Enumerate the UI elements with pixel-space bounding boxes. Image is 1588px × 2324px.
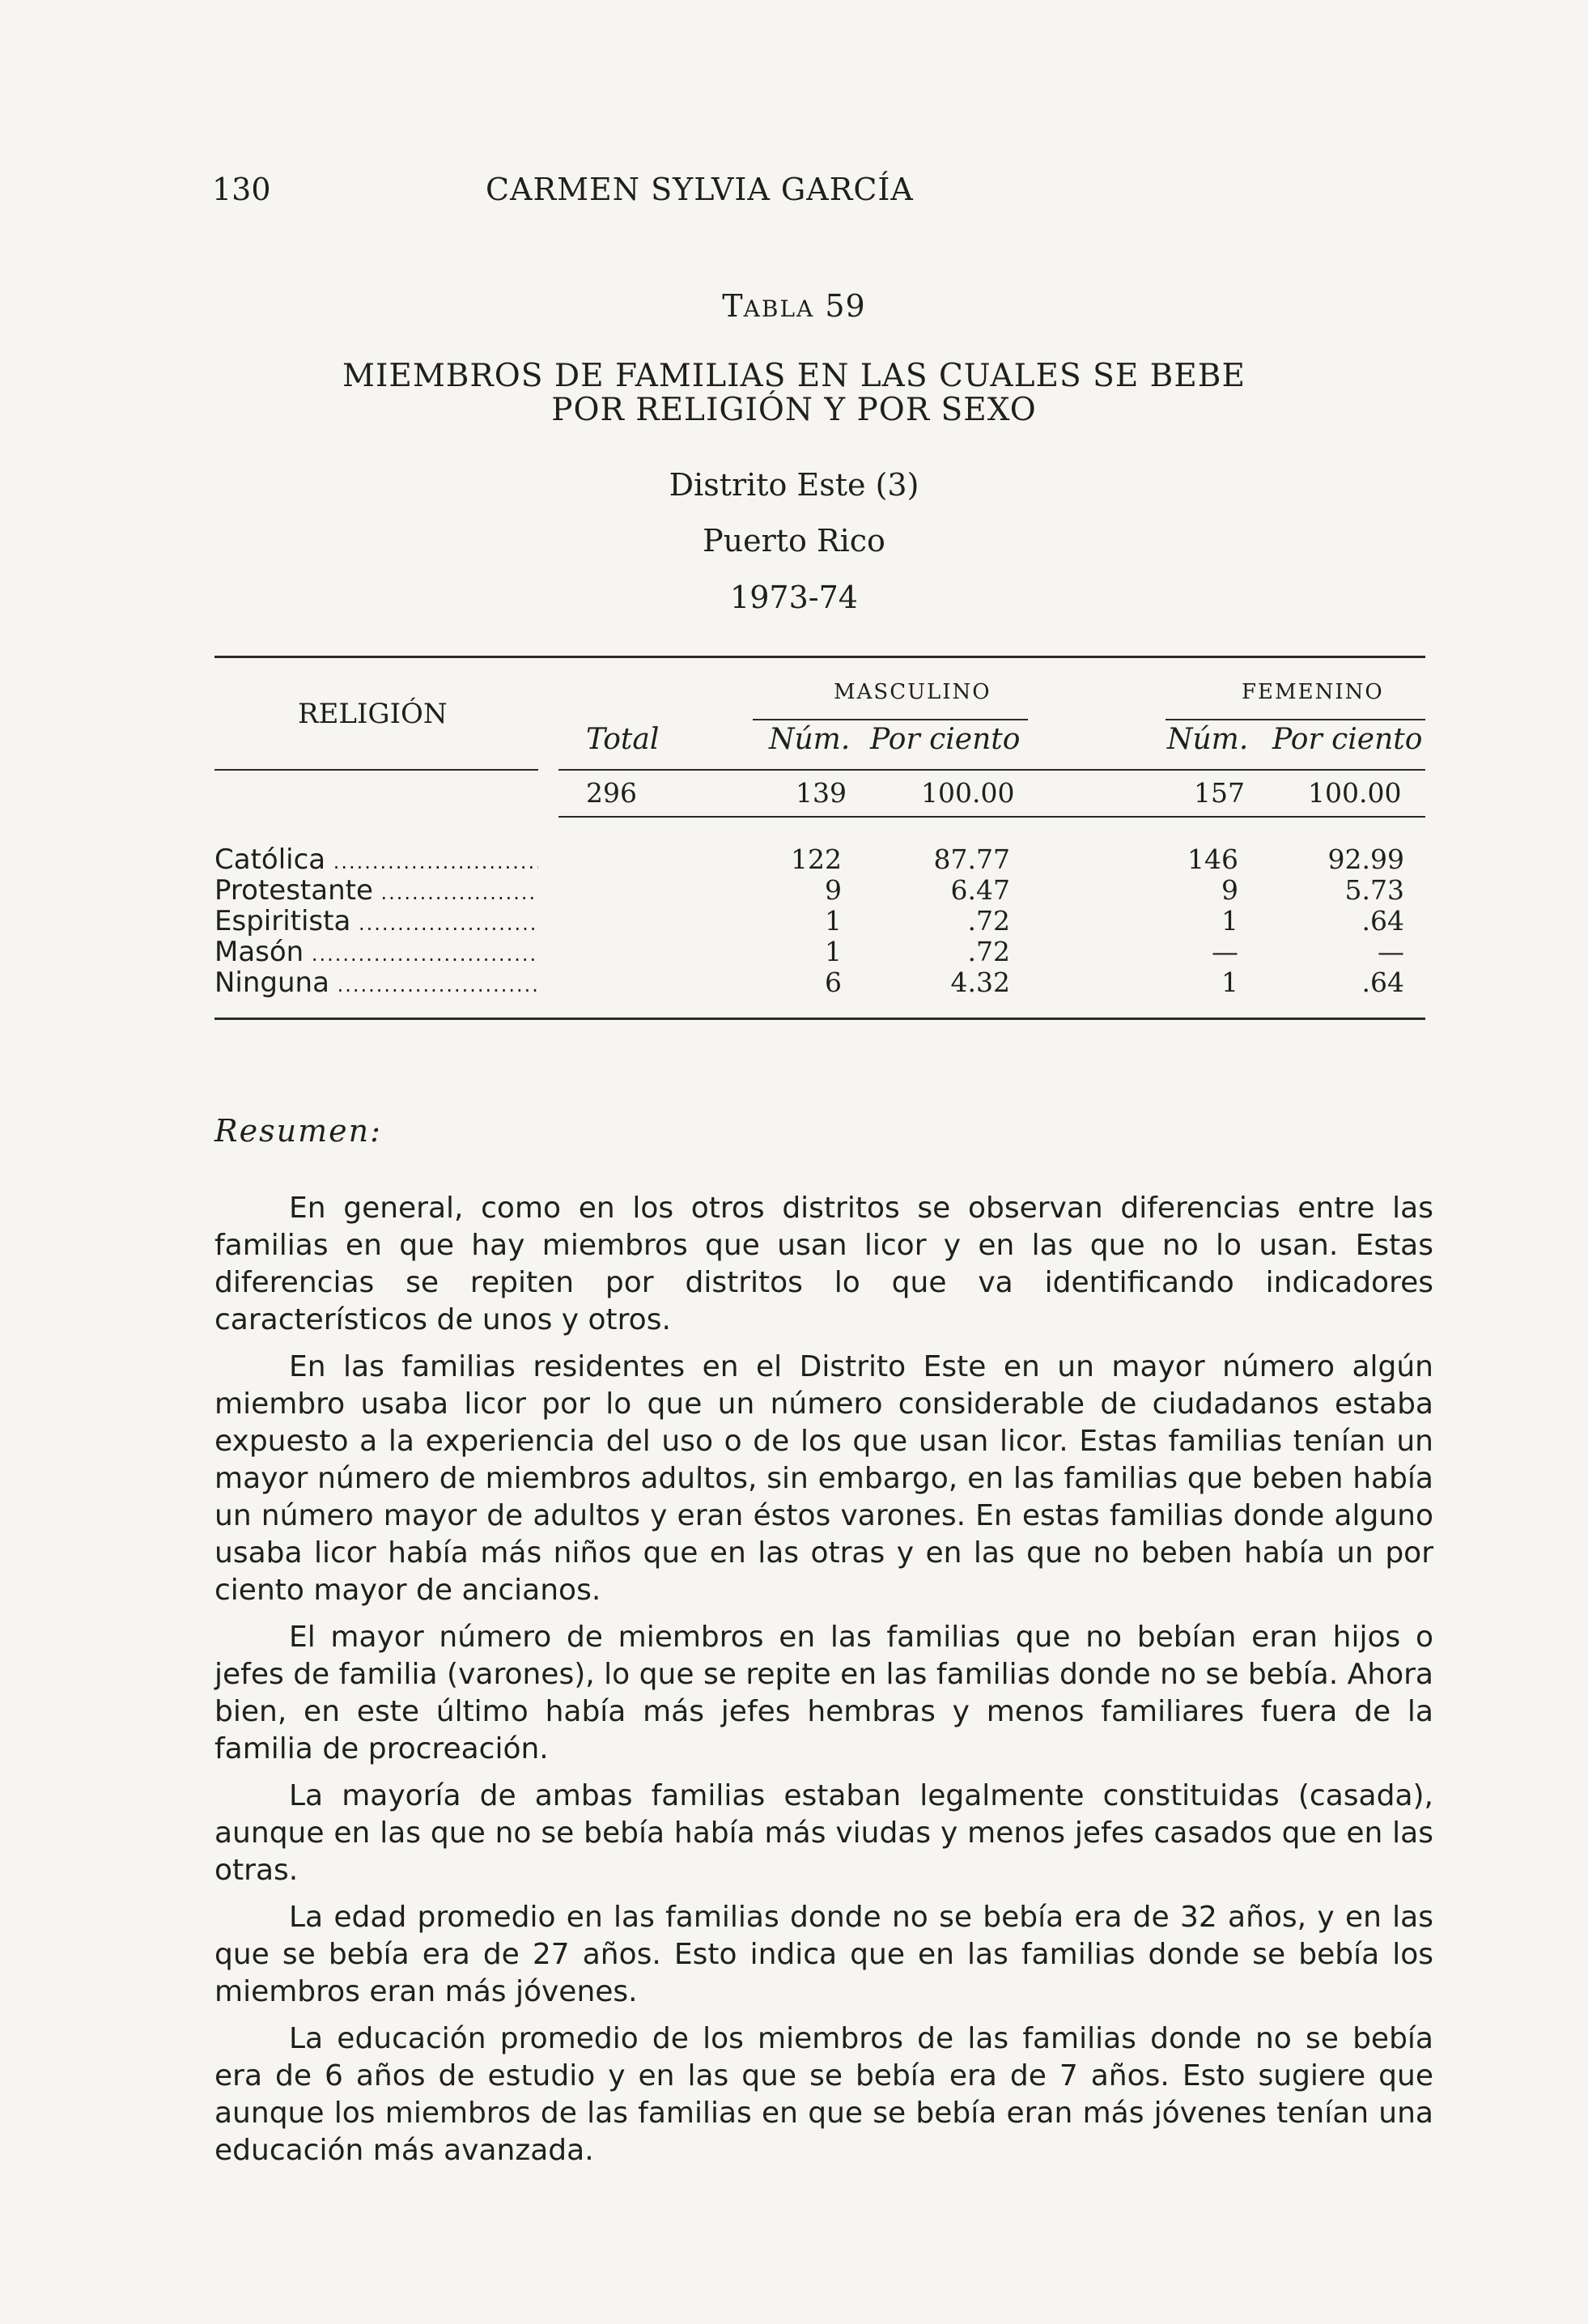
caption-small: ABLA bbox=[743, 295, 815, 322]
summary-paragraph: En general, como en los otros distritos se observan diferencias entre las familias en que hay miembros que usan licor y en las que no lo usan. Estas diferencias se repiten por distritos lo que va identificando indicadores característicos de unos y otros. bbox=[214, 1192, 1433, 1336]
f-num: 146 bbox=[1187, 843, 1238, 875]
summary-paragraph: La edad promedio en las familias donde no se bebía era de 32 años, y en las que se bebía era de 27 años. Esto indica que en las familias donde se bebía los miembros eran más jóvenes. bbox=[214, 1901, 1433, 2008]
masculino-rule bbox=[753, 719, 1028, 720]
m-pct: .72 bbox=[967, 905, 1010, 937]
header-f-pct: Por ciento bbox=[1272, 723, 1423, 756]
femenino-rule bbox=[1166, 719, 1425, 720]
m-num: 6 bbox=[825, 967, 842, 998]
religion-label: Espiritista ..... bbox=[214, 905, 538, 937]
total-f-num: 157 bbox=[1194, 777, 1245, 809]
summary-heading: Resumen: bbox=[214, 1113, 382, 1149]
summary-paragraph: El mayor número de miembros en las familias que no bebían eran hijos o jefes de familia (varones), lo que se repite en las familias donde no se bebía. Ahora bien, en este último había más jefes hembras y menos familiares fuera de la familia de procreación. bbox=[214, 1621, 1433, 1765]
summary-body bbox=[214, 1190, 1433, 2179]
total-all: 296 bbox=[586, 777, 637, 809]
m-pct: 87.77 bbox=[933, 843, 1010, 875]
summary-paragraph: La mayoría de ambas familias estaban legalmente constituidas (casada), aunque en las que no se bebía había más viudas y menos jefes casados que en las otras. bbox=[214, 1779, 1433, 1887]
total-m-pct: 100.00 bbox=[921, 777, 1015, 809]
f-pct: .64 bbox=[1361, 905, 1404, 937]
caption-number: 59 bbox=[825, 288, 866, 324]
total-m-num: 139 bbox=[796, 777, 847, 809]
religion-label: Masón ..... bbox=[214, 936, 538, 968]
f-pct: 5.73 bbox=[1344, 874, 1404, 906]
m-pct: 6.47 bbox=[950, 874, 1010, 906]
f-num: 1 bbox=[1221, 905, 1238, 937]
f-pct: 92.99 bbox=[1327, 843, 1404, 875]
table-top-rule bbox=[214, 656, 1425, 658]
summary-paragraph: En las familias residentes en el Distrito Este en un mayor número algún miembro usaba licor por lo que un número considerable de ciudadanos estaba expuesto a la experiencia del uso o de los que usan licor. Estas familias tenían un mayor número de miembros adultos, sin embargo, en las familias que beben había un número mayor de adultos y eran éstos varones. En estas familias donde alguno usaba licor había más niños que en las otras y en las que no beben había un por ciento mayor de ancianos. bbox=[214, 1350, 1433, 1607]
header-m-num: Núm. bbox=[769, 723, 851, 756]
f-num: 1 bbox=[1221, 967, 1238, 998]
religion-label: Protestante ..... bbox=[214, 874, 538, 907]
table-bottom-rule bbox=[214, 1018, 1425, 1020]
table-caption bbox=[0, 288, 1588, 324]
f-pct: — bbox=[1378, 936, 1404, 967]
m-num: 122 bbox=[791, 843, 842, 875]
summary-paragraph: La educación promedio de los miembros de las familias donde no se bebía era de 6 años de estudio y en las que se bebía era de 7 años. Esto sugiere que aunque los miembros de las familias en que se bebía eran más jóvenes tenían una educación más avanzada. bbox=[214, 2022, 1433, 2167]
table-district: Distrito Este (3) bbox=[669, 467, 919, 503]
m-num: 1 bbox=[825, 936, 842, 967]
religion-label: Católica ..... bbox=[214, 843, 538, 876]
religion-label: Ninguna ..... bbox=[214, 967, 538, 999]
totals-rule bbox=[558, 816, 1425, 818]
header-masculino: MASCULINO bbox=[834, 680, 991, 704]
m-num: 1 bbox=[825, 905, 842, 937]
caption-prefix: T bbox=[722, 288, 744, 324]
header-religion: RELIGIÓN bbox=[298, 698, 448, 730]
header-f-num: Núm. bbox=[1167, 723, 1249, 756]
running-head-author: CARMEN SYLVIA GARCÍA bbox=[486, 172, 914, 207]
page-number: 130 bbox=[212, 172, 271, 207]
religion-header-rule bbox=[214, 769, 538, 771]
table-title-line1: MIEMBROS DE FAMILIAS EN LAS CUALES SE BEBE bbox=[342, 358, 1246, 394]
f-num: — bbox=[1212, 936, 1238, 967]
m-pct: 4.32 bbox=[950, 967, 1010, 998]
header-m-pct: Por ciento bbox=[870, 723, 1021, 756]
f-num: 9 bbox=[1221, 874, 1238, 906]
subheader-rule bbox=[558, 769, 1425, 771]
m-num: 9 bbox=[825, 874, 842, 906]
f-pct: .64 bbox=[1361, 967, 1404, 998]
total-f-pct: 100.00 bbox=[1308, 777, 1402, 809]
table-period: 1973-74 bbox=[730, 580, 858, 615]
m-pct: .72 bbox=[967, 936, 1010, 967]
table-title-line2: POR RELIGIÓN Y POR SEXO bbox=[551, 392, 1037, 428]
header-total: Total bbox=[586, 723, 660, 756]
table-place: Puerto Rico bbox=[703, 523, 885, 559]
header-femenino: FEMENINO bbox=[1242, 680, 1384, 704]
